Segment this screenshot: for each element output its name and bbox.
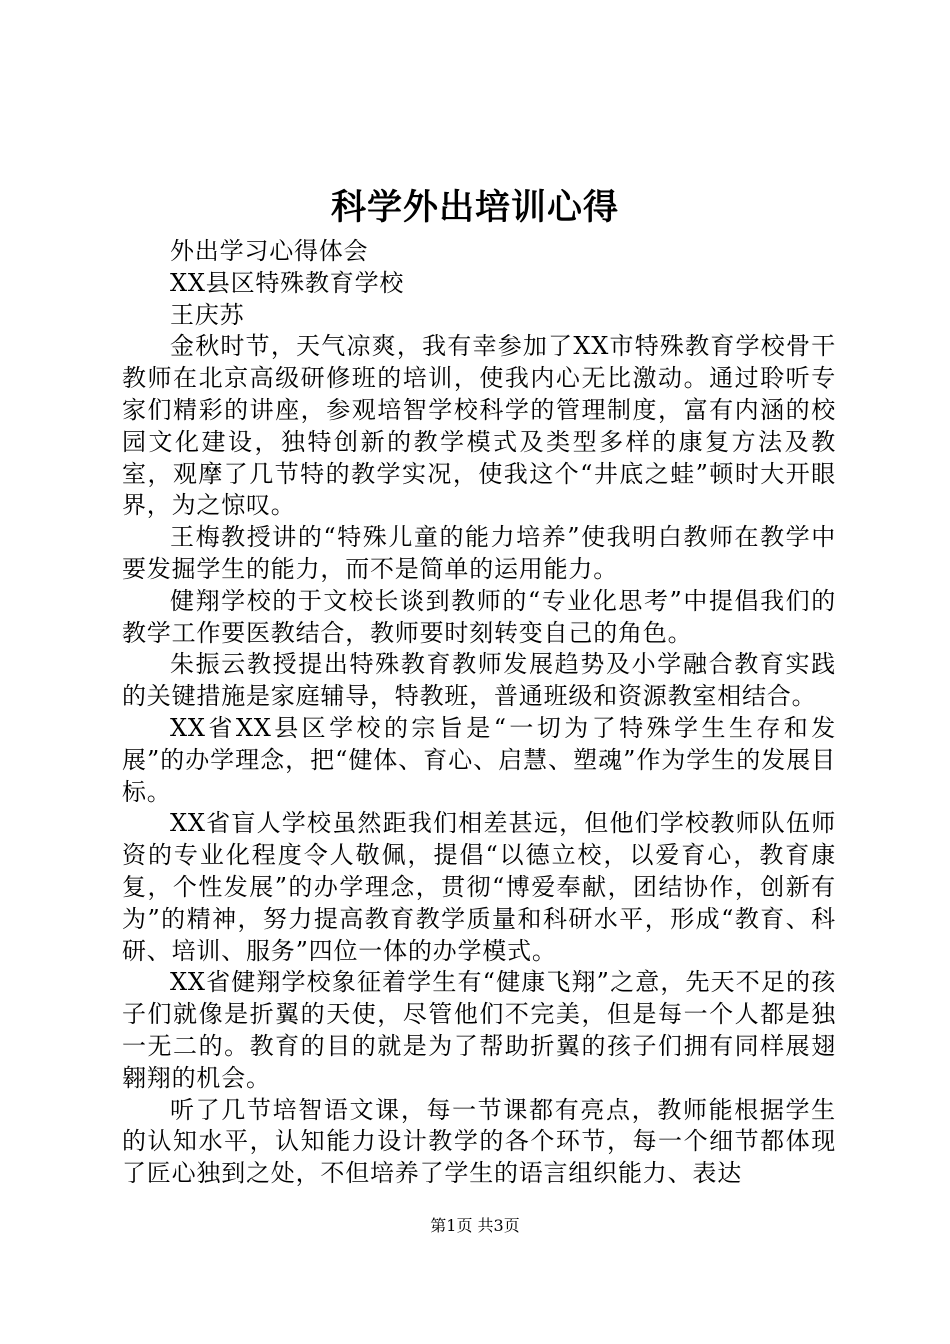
paragraph: XX省健翔学校象征着学生有“健康飞翔”之意，先天不足的孩子们就像是折翼的天使，尽管他们不完美，但是每一个人都是独一无二的。教育的目的就是为了帮助折翼的孩子们拥有同样展翅翱翔的机会。	[122, 968, 836, 1092]
page-footer: 第1页 共3页	[430, 1216, 520, 1235]
paragraph-school: XX县区特殊教育学校	[170, 268, 405, 297]
paragraph: XX省XX县区学校的宗旨是“一切为了特殊学生生存和发展”的办学理念，把“健体、育心、启慧、塑魂”作为学生的发展目标。	[122, 713, 836, 806]
document-title: 科学外出培训心得	[330, 187, 619, 228]
document-body	[122, 236, 836, 1190]
paragraph: 健翔学校的于文校长谈到教师的“专业化思考”中提倡我们的教学工作要医教结合，教师要时刻转变自己的角色。	[122, 586, 836, 647]
paragraph-author: 王庆苏	[170, 300, 245, 329]
paragraph: 金秋时节，天气凉爽，我有幸参加了XX市特殊教育学校骨干教师在北京高级研修班的培训，使我内心无比激动。通过聆听专家们精彩的讲座，参观培智学校科学的管理制度，富有内涵的校园文化建设，独特创新的教学模式及类型多样的康复方法及教室，观摩了几节特的教学实况，使我这个“井底之蛙”顿时大开眼界，为之惊叹。	[122, 332, 836, 520]
paragraph: 王梅教授讲的“特殊儿童的能力培养”使我明白教师在教学中要发掘学生的能力，而不是简单的运用能力。	[122, 523, 836, 583]
paragraph: 朱振云教授提出特殊教育教师发展趋势及小学融合教育实践的关键措施是家庭辅导，特教班，普通班级和资源教室相结合。	[122, 650, 836, 711]
paragraph: XX省盲人学校虽然距我们相差甚远，但他们学校教师队伍师资的专业化程度令人敬佩，提倡“以德立校，以爱育心，教育康复，个性发展”的办学理念，贯彻“博爱奉献，团结协作，创新有为”的精神，努力提高教育教学质量和科研水平，形成“教育、科研、培训、服务”四位一体的办学模式。	[122, 809, 836, 965]
paragraph: 听了几节培智语文课，每一节课都有亮点，教师能根据学生的认知水平，认知能力设计教学的各个环节，每一个细节都体现了匠心独到之处，不但培养了学生的语言组织能力、表达	[122, 1095, 836, 1188]
paragraph-subtitle: 外出学习心得体会	[170, 237, 369, 265]
